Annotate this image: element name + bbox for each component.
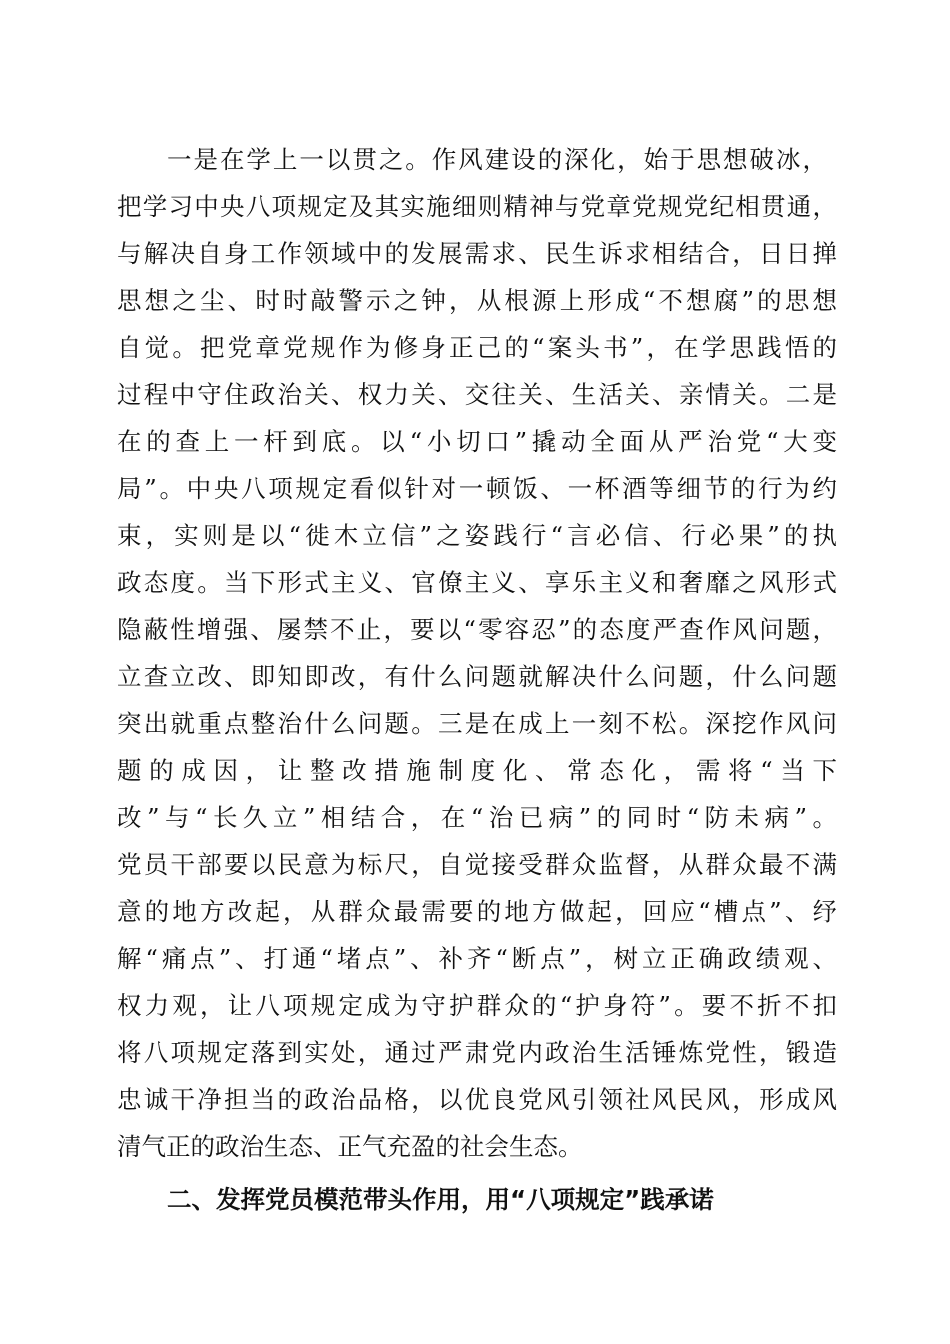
paragraph-line: 突出就重点整治什么问题。三是在成上一刻不松。深挖作风问 [117,709,837,738]
paragraph-line: 解“痛点”、打通“堵点”、补齐“断点”，树立正确政绩观、 [117,944,837,973]
paragraph-line: 意的地方改起，从群众最需要的地方做起，回应“槽点”、纾 [117,897,837,926]
paragraph-line: 将八项规定落到实处，通过严肃党内政治生活锤炼党性，锻造 [117,1038,837,1067]
paragraph-line: 政态度。当下形式主义、官僚主义、享乐主义和奢靡之风形式 [117,568,837,597]
paragraph-line: 题的成因，让整改措施制度化、常态化，需将“当下 [117,756,837,785]
paragraph-line: 立查立改、即知即改，有什么问题就解决什么问题，什么问题 [117,662,837,691]
paragraph-line: 改”与“长久立”相结合，在“治已病”的同时“防未病”。 [117,803,837,832]
paragraph-line: 束，实则是以“徙木立信”之姿践行“言必信、行必果”的执 [117,521,837,550]
section-heading: 二、发挥党员模范带头作用，用“八项规定”践承诺 [167,1185,714,1214]
paragraph-line: 忠诚干净担当的政治品格，以优良党风引领社风民风，形成风 [117,1085,837,1114]
paragraph-line: 与解决自身工作领域中的发展需求、民生诉求相结合，日日掸 [117,239,837,268]
paragraph-line: 一是在学上一以贯之。作风建设的深化，始于思想破冰， [167,145,827,174]
paragraph-line: 权力观，让八项规定成为守护群众的“护身符”。要不折不扣 [117,991,837,1020]
paragraph-line: 党员干部要以民意为标尺，自觉接受群众监督，从群众最不满 [117,850,837,879]
paragraph-line: 过程中守住政治关、权力关、交往关、生活关、亲情关。二是 [117,380,837,409]
paragraph-line: 局”。中央八项规定看似针对一顿饭、一杯酒等细节的行为约 [117,474,837,503]
paragraph-line: 在的查上一杆到底。以“小切口”撬动全面从严治党“大变 [117,427,837,456]
paragraph-line: 思想之尘、时时敲警示之钟，从根源上形成“不想腐”的思想 [117,286,837,315]
paragraph-line: 自觉。把党章党规作为修身正己的“案头书”，在学思践悟的 [117,333,837,362]
paragraph-line: 隐蔽性增强、屡禁不止，要以“零容忍”的态度严查作风问题， [117,615,837,644]
paragraph-line: 清气正的政治生态、正气充盈的社会生态。 [117,1132,583,1161]
paragraph-line: 把学习中央八项规定及其实施细则精神与党章党规党纪相贯通， [117,192,837,221]
